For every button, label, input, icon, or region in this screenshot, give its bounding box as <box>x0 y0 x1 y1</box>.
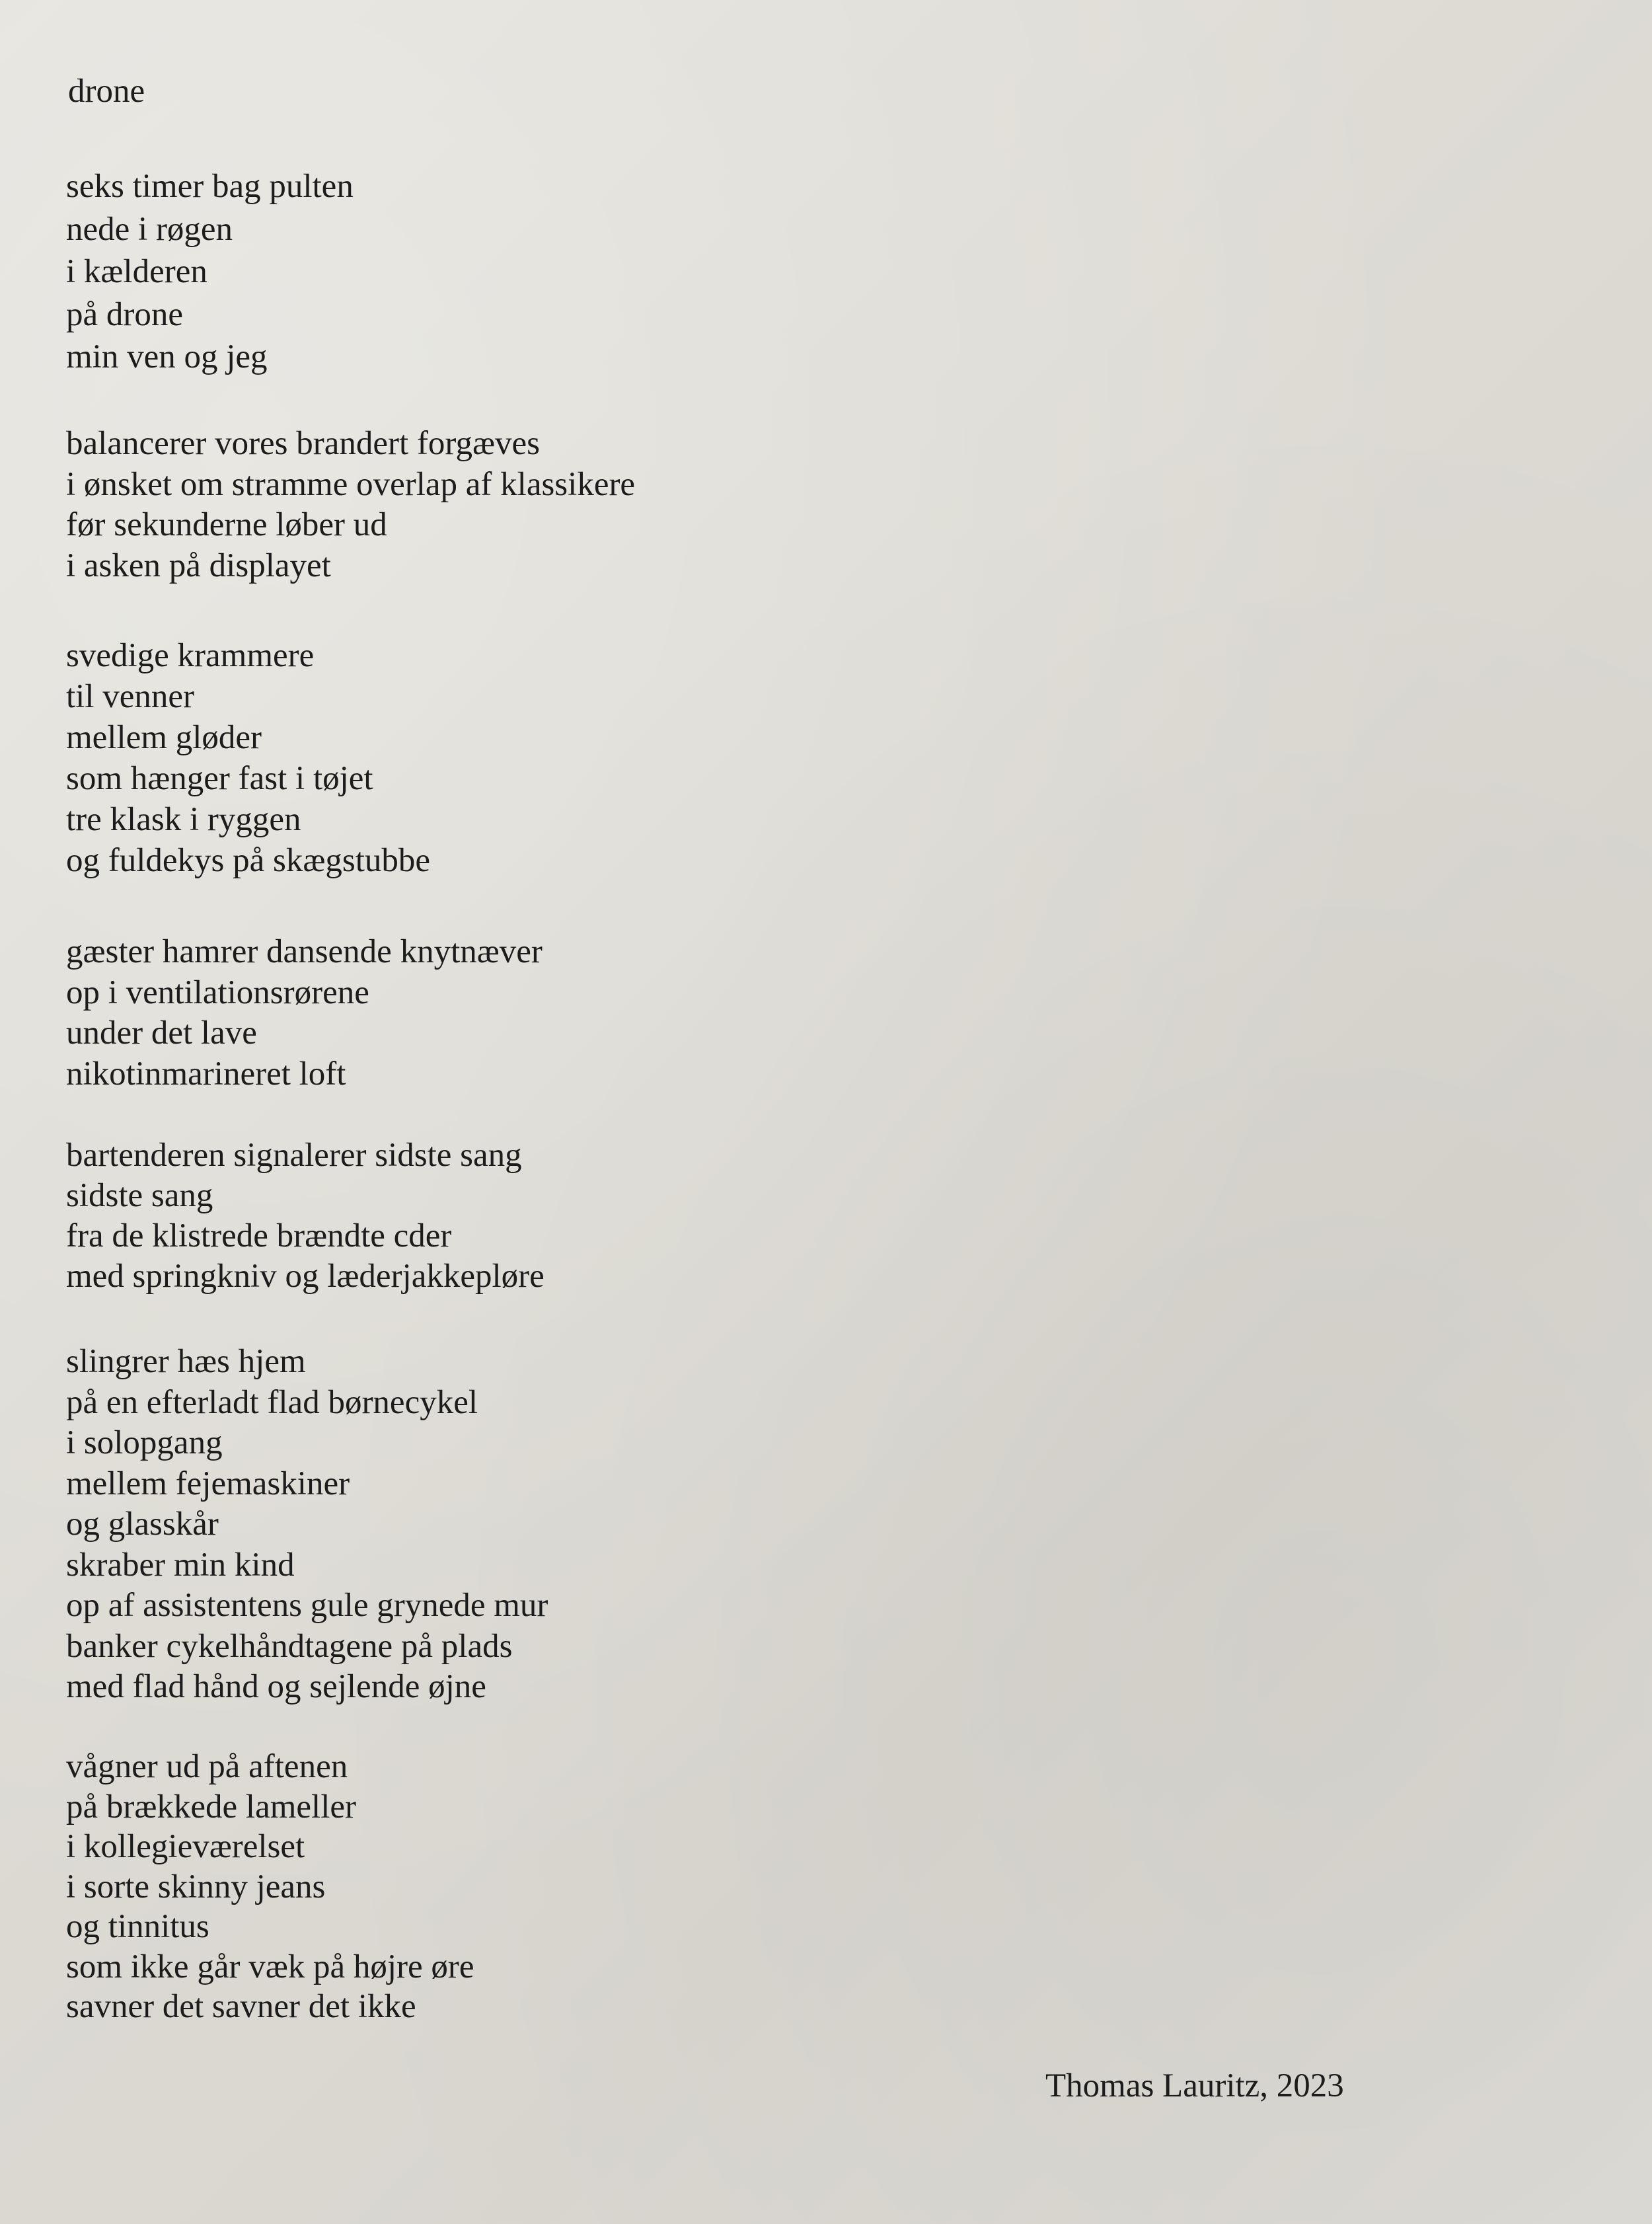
poem-line: sidste sang <box>66 1177 213 1214</box>
poem-line: seks timer bag pulten <box>66 168 354 205</box>
poem-line: i sorte skinny jeans <box>66 1868 326 1905</box>
stanza-7 <box>66 1747 474 2027</box>
poem-line: i kollegieværelset <box>66 1828 305 1865</box>
poem-line: på en efterladt flad børnecykel <box>66 1383 478 1421</box>
poem-line: banker cykelhåndtagene på plads <box>66 1627 513 1665</box>
poem-line: i ønsket om stramme overlap af klassikere <box>66 465 636 503</box>
stanza-2 <box>66 424 635 586</box>
poem-line: på drone <box>66 295 184 333</box>
poem-line: i kælderen <box>66 253 207 290</box>
poem-line: min ven og jeg <box>66 338 268 375</box>
poem-line: og glasskår <box>66 1506 219 1543</box>
poem-line: mellem gløder <box>66 719 262 756</box>
stanza-3 <box>66 635 430 881</box>
poem-line: op i ventilationsrørene <box>66 974 369 1011</box>
poem-line: nede i røgen <box>66 210 233 248</box>
poem-line: fra de klistrede brændte cder <box>66 1217 452 1254</box>
poem-line: i asken på displayet <box>66 547 331 584</box>
poem-line: svedige krammere <box>66 637 315 674</box>
poem-line: savner det savner det ikke <box>66 1988 416 2025</box>
poem-line: gæster hamrer dansende knytnæver <box>66 933 543 970</box>
poem-line: til venner <box>66 678 195 715</box>
poem-line: slingrer hæs hjem <box>66 1343 306 1380</box>
poem-line: før sekunderne løber ud <box>66 506 387 543</box>
poem-line: tre klask i ryggen <box>66 801 301 838</box>
poem-title: drone <box>68 73 145 110</box>
poem-line: på brækkede lameller <box>66 1788 356 1825</box>
stanza-4 <box>66 932 543 1094</box>
poem-line: nikotinmarineret loft <box>66 1055 346 1093</box>
poem-line: vågner ud på aftenen <box>66 1748 348 1785</box>
stanza-6 <box>66 1342 548 1708</box>
poem-line: og tinnitus <box>66 1908 209 1945</box>
poem-line: balancerer vores brandert forgæves <box>66 425 540 462</box>
author-signature: Thomas Lauritz, 2023 <box>1045 2067 1344 2104</box>
poem-line: med springkniv og læderjakkepløre <box>66 1258 544 1295</box>
poem-line: bartenderen signalerer sidste sang <box>66 1137 522 1174</box>
poem-line: og fuldekys på skægstubbe <box>66 842 431 879</box>
poem-line: mellem fejemaskiner <box>66 1465 350 1502</box>
poem-line: med flad hånd og sejlende øjne <box>66 1668 486 1705</box>
stanza-1 <box>66 165 354 379</box>
poem-line: i solopgang <box>66 1424 223 1461</box>
stanza-5 <box>66 1135 544 1297</box>
poem-line: under det lave <box>66 1015 257 1052</box>
poem-line: som ikke går væk på højre øre <box>66 1948 474 1985</box>
poem-line: op af assistentens gule grynede mur <box>66 1587 548 1624</box>
poem-line: som hænger fast i tøjet <box>66 760 373 797</box>
poem-line: skraber min kind <box>66 1546 295 1584</box>
